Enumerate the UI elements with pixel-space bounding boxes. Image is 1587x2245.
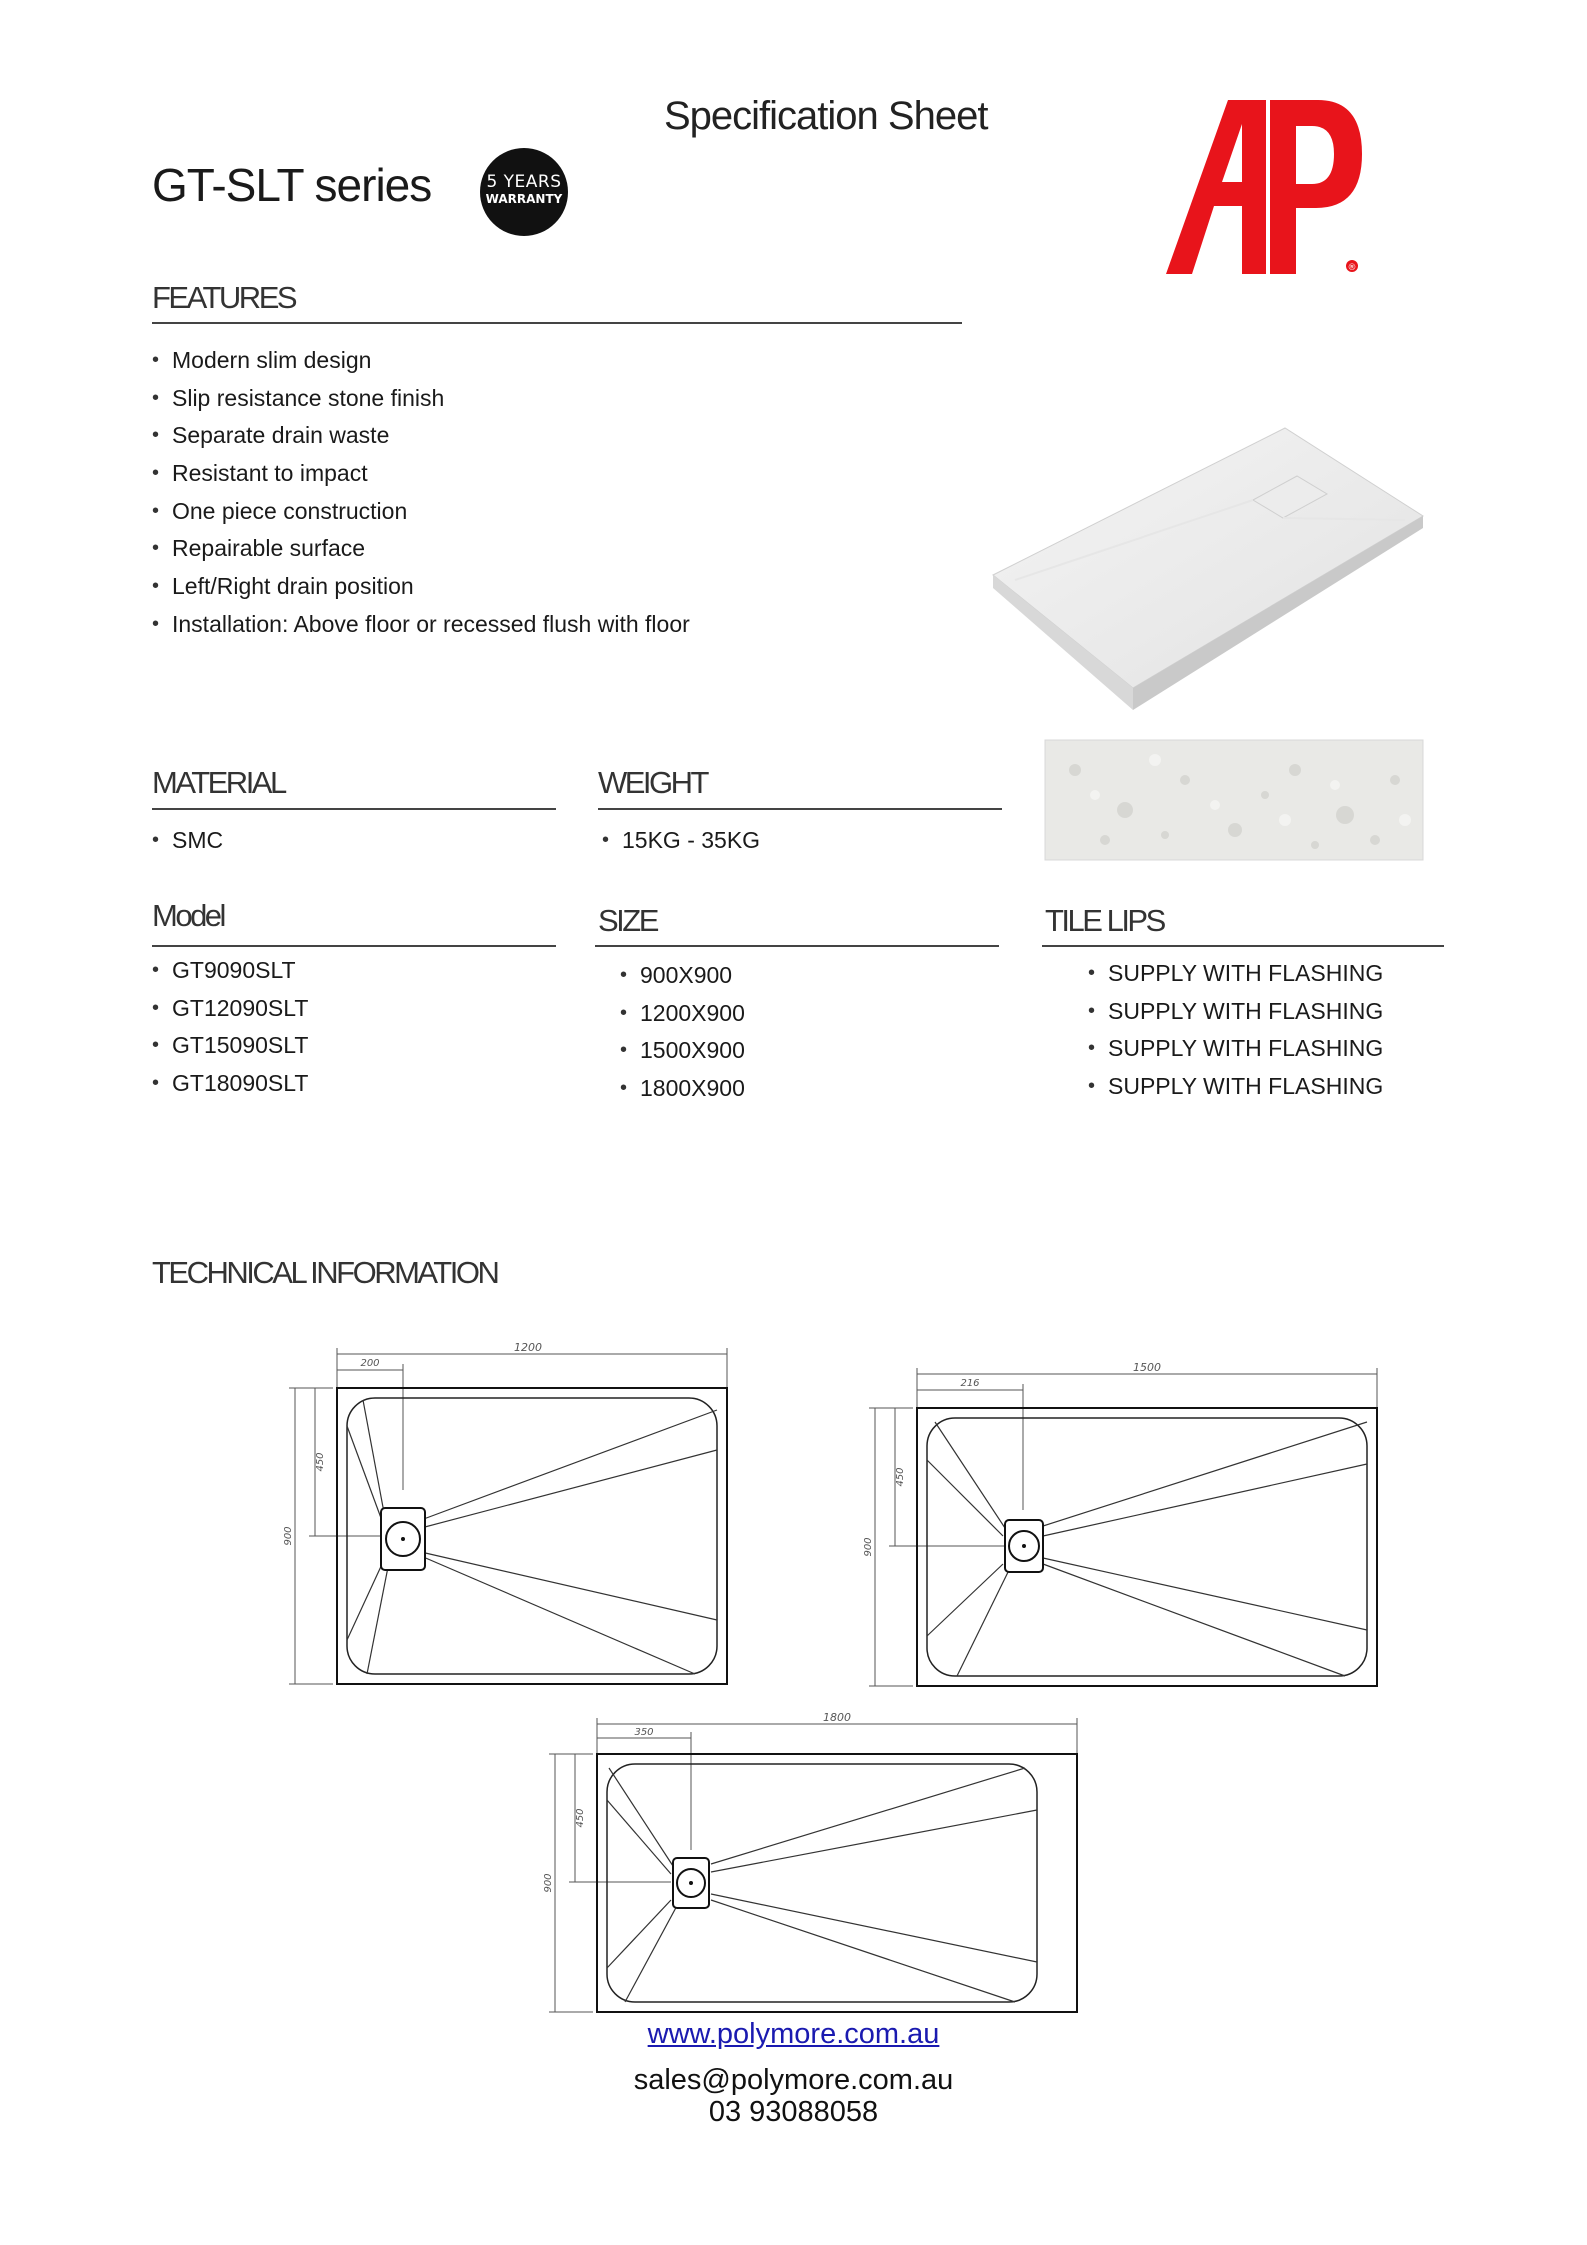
weight-divider	[598, 808, 1002, 810]
model-item: • GT9090SLT	[152, 952, 308, 990]
drawing-drain-offset-label: 200	[360, 1358, 380, 1369]
drawing-width-label: 1200	[514, 1341, 542, 1354]
model-heading: Model	[152, 898, 224, 933]
drawing-half-depth-label: 450	[315, 1452, 326, 1472]
material-list	[152, 822, 223, 860]
technical-heading: TECHNICAL INFORMATION	[152, 1255, 498, 1290]
spec-sheet-title: Specification Sheet	[664, 94, 988, 138]
feature-item: • Slip resistance stone finish	[152, 380, 872, 418]
feature-item: • One piece construction	[152, 493, 872, 531]
size-divider	[595, 945, 999, 947]
model-divider	[152, 945, 556, 947]
drawing-depth-label: 900	[283, 1526, 294, 1546]
technical-drawing-1200	[285, 1340, 735, 1690]
feature-item: • Modern slim design	[152, 342, 872, 380]
feature-item: • Separate drain waste	[152, 417, 872, 455]
model-item: • GT12090SLT	[152, 990, 308, 1028]
model-list	[152, 952, 308, 1102]
drawing-width-label: 1800	[823, 1711, 851, 1724]
tile-lips-item: • SUPPLY WITH FLASHING	[1088, 993, 1383, 1031]
features-divider	[152, 322, 962, 324]
model-item: • GT18090SLT	[152, 1065, 308, 1103]
contact-phone: 03 93088058	[708, 2096, 879, 2128]
contact-email[interactable]: sales@polymore.com.au	[633, 2064, 954, 2096]
feature-item: • Left/Right drain position	[152, 568, 872, 606]
tile-lips-item: • SUPPLY WITH FLASHING	[1088, 1068, 1383, 1106]
feature-item: • Resistant to impact	[152, 455, 872, 493]
warranty-badge-label: WARRANTY	[485, 192, 563, 206]
material-heading: MATERIAL	[152, 765, 285, 800]
shower-tray-image	[985, 420, 1425, 720]
tile-lips-item: • SUPPLY WITH FLASHING	[1088, 955, 1383, 993]
registered-mark: ®	[1347, 263, 1357, 273]
tile-lips-divider	[1042, 945, 1444, 947]
drawing-half-depth-label: 450	[895, 1467, 906, 1487]
size-item: • 1500X900	[620, 1032, 745, 1070]
ap-logo	[1166, 96, 1366, 286]
features-list	[152, 342, 872, 644]
tile-lips-item: • SUPPLY WITH FLASHING	[1088, 1030, 1383, 1068]
size-item: • 900X900	[620, 957, 745, 995]
size-list	[620, 957, 745, 1107]
technical-drawing-1500	[865, 1360, 1385, 1695]
size-heading: SIZE	[598, 903, 657, 938]
technical-drawing-1800	[545, 1710, 1085, 2020]
drawing-width-label: 1500	[1133, 1361, 1161, 1374]
drawing-depth-label: 900	[543, 1873, 554, 1893]
weight-item: • 15KG - 35KG	[602, 822, 760, 860]
material-divider	[152, 808, 556, 810]
drawing-drain-offset-label: 216	[960, 1378, 980, 1389]
warranty-badge-years: 5 YEARS	[486, 172, 562, 192]
weight-heading: WEIGHT	[598, 765, 707, 800]
tile-lips-list	[1088, 955, 1383, 1105]
feature-item: • Installation: Above floor or recessed flush with floor	[152, 606, 872, 644]
features-heading: FEATURES	[152, 280, 296, 315]
stone-texture-swatch	[1045, 740, 1423, 860]
material-item: • SMC	[152, 822, 223, 860]
series-title: GT-SLT series	[152, 159, 432, 211]
size-item: • 1800X900	[620, 1070, 745, 1108]
drawing-drain-offset-label: 350	[634, 1727, 654, 1738]
drawing-depth-label: 900	[863, 1537, 874, 1557]
website-link[interactable]: www.polymore.com.au	[647, 2018, 940, 2050]
weight-list	[602, 822, 760, 860]
tile-lips-heading: TILE LIPS	[1045, 903, 1164, 938]
drawing-half-depth-label: 450	[575, 1808, 586, 1828]
size-item: • 1200X900	[620, 995, 745, 1033]
feature-item: • Repairable surface	[152, 530, 872, 568]
model-item: • GT15090SLT	[152, 1027, 308, 1065]
warranty-badge	[480, 148, 568, 236]
